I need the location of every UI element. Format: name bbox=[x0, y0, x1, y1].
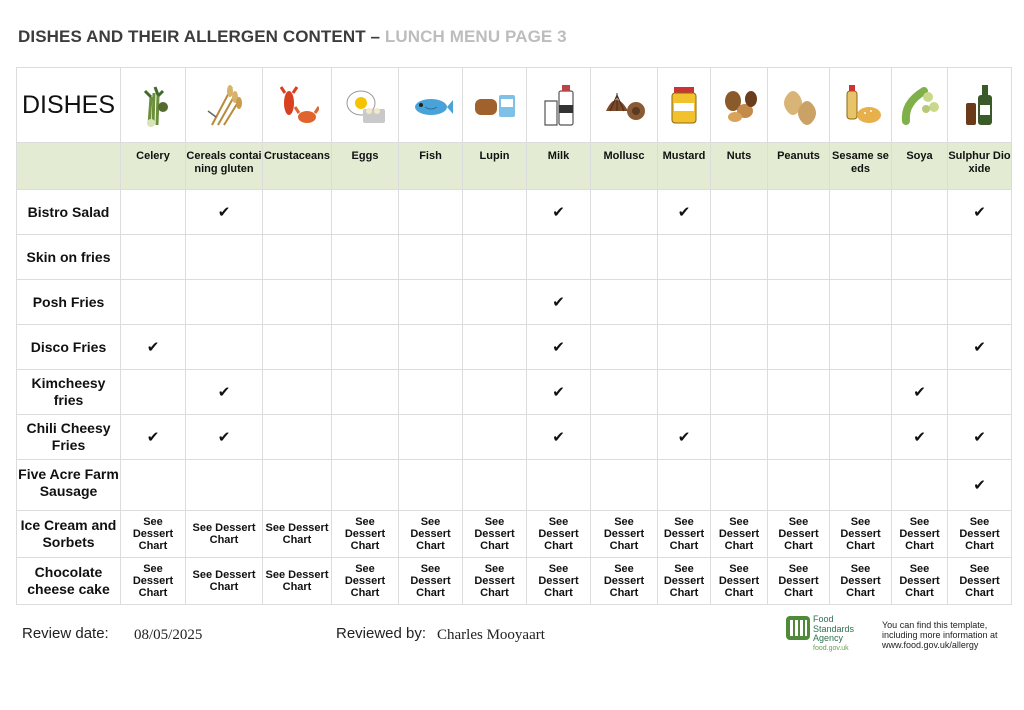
allergen-icon-cell bbox=[658, 68, 711, 143]
allergen-cell bbox=[892, 415, 948, 460]
table-row bbox=[17, 460, 1012, 511]
page-title bbox=[18, 27, 567, 47]
dish-name: Ice Cream and Sorbets bbox=[17, 511, 121, 558]
see-dessert-chart-note: See Dessert Chart bbox=[840, 516, 881, 552]
allergen-cell bbox=[399, 280, 463, 325]
see-dessert-chart-note: See Dessert Chart bbox=[663, 563, 705, 599]
allergen-cell bbox=[768, 460, 830, 511]
title-subtitle: LUNCH MENU PAGE 3 bbox=[384, 27, 567, 46]
allergen-cell bbox=[186, 370, 263, 415]
template-info-text: You can find this template, including more information at www.food.gov.uk/allergy bbox=[882, 620, 998, 650]
allergen-cell bbox=[830, 370, 892, 415]
allergen-cell bbox=[768, 511, 830, 558]
fsa-url: food.gov.uk bbox=[813, 644, 849, 652]
allergen-cell bbox=[332, 415, 399, 460]
see-dessert-chart-note: See Dessert Chart bbox=[718, 563, 760, 599]
check-mark-icon: ✔ bbox=[973, 428, 986, 446]
dish-name: Skin on fries bbox=[17, 235, 121, 280]
allergen-cell bbox=[263, 235, 332, 280]
check-mark-icon: ✔ bbox=[217, 203, 231, 221]
allergen-cell bbox=[186, 511, 263, 558]
allergen-icon-cell bbox=[263, 68, 332, 143]
allergen-header: Sulphur Dioxide bbox=[948, 143, 1012, 190]
allergen-header: Cereals containing gluten bbox=[186, 143, 263, 190]
see-dessert-chart-note: See Dessert Chart bbox=[718, 516, 760, 552]
allergen-cell bbox=[121, 190, 186, 235]
nuts-icon bbox=[717, 81, 761, 129]
fsa-logo-text bbox=[813, 615, 857, 653]
allergen-cell bbox=[948, 190, 1012, 235]
allergen-cell bbox=[399, 235, 463, 280]
allergen-cell bbox=[892, 460, 948, 511]
allergen-cell bbox=[186, 415, 263, 460]
see-dessert-chart-note: See Dessert Chart bbox=[603, 563, 645, 599]
see-dessert-chart-note: See Dessert Chart bbox=[192, 522, 256, 546]
allergen-cell bbox=[399, 460, 463, 511]
allergen-cell bbox=[591, 415, 658, 460]
allergen-cell bbox=[463, 235, 527, 280]
allergen-cell bbox=[768, 190, 830, 235]
check-mark-icon: ✔ bbox=[552, 383, 565, 401]
allergen-icon-cell bbox=[186, 68, 263, 143]
dishes-header: DISHES bbox=[17, 68, 121, 143]
allergen-header: Crustaceans bbox=[263, 143, 332, 190]
wine-bottle-icon bbox=[958, 81, 1002, 129]
allergen-header: Peanuts bbox=[768, 143, 830, 190]
allergen-cell bbox=[121, 325, 186, 370]
allergen-cell bbox=[527, 511, 591, 558]
allergen-cell bbox=[658, 460, 711, 511]
allergen-cell bbox=[186, 190, 263, 235]
see-dessert-chart-note: See Dessert Chart bbox=[899, 563, 940, 599]
allergen-cell bbox=[463, 370, 527, 415]
allergen-icon-cell bbox=[830, 68, 892, 143]
allergen-cell bbox=[658, 558, 711, 605]
allergen-cell bbox=[711, 235, 768, 280]
allergen-cell bbox=[399, 370, 463, 415]
check-mark-icon: ✔ bbox=[146, 428, 160, 446]
review-date-value: 08/05/2025 bbox=[134, 627, 203, 643]
allergen-cell bbox=[658, 415, 711, 460]
allergen-cell bbox=[892, 511, 948, 558]
allergen-cell bbox=[263, 558, 332, 605]
check-mark-icon: ✔ bbox=[913, 428, 926, 446]
allergen-cell bbox=[186, 460, 263, 511]
allergen-cell bbox=[399, 558, 463, 605]
allergen-cell bbox=[527, 460, 591, 511]
allergen-cell bbox=[711, 558, 768, 605]
allergen-cell bbox=[591, 460, 658, 511]
allergen-cell bbox=[591, 280, 658, 325]
see-dessert-chart-note: See Dessert Chart bbox=[778, 516, 819, 552]
allergen-cell bbox=[768, 325, 830, 370]
allergen-cell bbox=[186, 558, 263, 605]
allergen-cell bbox=[591, 370, 658, 415]
allergen-cell bbox=[658, 190, 711, 235]
allergen-cell bbox=[463, 558, 527, 605]
allergen-cell bbox=[830, 511, 892, 558]
allergen-header: Mollusc bbox=[591, 143, 658, 190]
check-mark-icon: ✔ bbox=[552, 338, 565, 356]
review-date-label: Review date: bbox=[22, 625, 109, 642]
allergen-icon-cell bbox=[121, 68, 186, 143]
see-dessert-chart-note: See Dessert Chart bbox=[265, 522, 329, 546]
allergen-cell bbox=[658, 511, 711, 558]
allergen-icon-cell bbox=[591, 68, 658, 143]
check-mark-icon: ✔ bbox=[677, 428, 691, 446]
allergen-cell bbox=[332, 280, 399, 325]
allergen-cell bbox=[463, 511, 527, 558]
lobster-crab-icon bbox=[275, 81, 319, 129]
allergen-cell bbox=[399, 190, 463, 235]
allergen-cell bbox=[768, 370, 830, 415]
allergen-icon-cell bbox=[527, 68, 591, 143]
check-mark-icon: ✔ bbox=[552, 203, 565, 221]
allergen-header: Mustard bbox=[658, 143, 711, 190]
allergen-icon-cell bbox=[399, 68, 463, 143]
blank-header-cell bbox=[17, 143, 121, 190]
see-dessert-chart-note: See Dessert Chart bbox=[132, 516, 174, 552]
allergen-cell bbox=[186, 325, 263, 370]
check-mark-icon: ✔ bbox=[217, 383, 231, 401]
allergen-header: Eggs bbox=[332, 143, 399, 190]
dish-name: Chocolate cheese cake bbox=[17, 558, 121, 605]
see-dessert-chart-note: See Dessert Chart bbox=[132, 563, 174, 599]
see-dessert-chart-note: See Dessert Chart bbox=[344, 516, 386, 552]
allergen-cell bbox=[830, 235, 892, 280]
title-main: DISHES AND THEIR ALLERGEN CONTENT – bbox=[18, 27, 385, 46]
allergen-cell bbox=[527, 325, 591, 370]
reviewed-by-label: Reviewed by: bbox=[336, 625, 427, 642]
allergen-cell bbox=[463, 415, 527, 460]
dish-name-text: Five Acre Farm Sausage bbox=[18, 466, 119, 499]
see-dessert-chart-note: See Dessert Chart bbox=[899, 516, 940, 552]
see-dessert-chart-note: See Dessert Chart bbox=[840, 563, 881, 599]
check-mark-icon: ✔ bbox=[973, 338, 986, 356]
see-dessert-chart-note: See Dessert Chart bbox=[344, 563, 386, 599]
allergen-cell bbox=[948, 325, 1012, 370]
allergen-icon-cell bbox=[768, 68, 830, 143]
allergen-cell bbox=[711, 190, 768, 235]
allergen-cell bbox=[658, 325, 711, 370]
allergen-cell bbox=[399, 511, 463, 558]
allergen-cell bbox=[830, 190, 892, 235]
dish-name: Chili Cheesy Fries bbox=[17, 415, 121, 460]
see-dessert-chart-note: See Dessert Chart bbox=[603, 516, 645, 552]
allergen-cell bbox=[892, 235, 948, 280]
allergen-cell bbox=[892, 280, 948, 325]
allergen-icon-cell bbox=[332, 68, 399, 143]
see-dessert-chart-note: See Dessert Chart bbox=[538, 563, 579, 599]
allergen-header: Celery bbox=[121, 143, 186, 190]
allergen-cell bbox=[463, 280, 527, 325]
mustard-jar-icon bbox=[662, 81, 706, 129]
allergen-header: Lupin bbox=[463, 143, 527, 190]
allergen-cell bbox=[892, 190, 948, 235]
allergen-cell bbox=[527, 280, 591, 325]
allergen-header: Soya bbox=[892, 143, 948, 190]
allergen-cell bbox=[263, 511, 332, 558]
allergen-cell bbox=[121, 558, 186, 605]
fish-icon bbox=[409, 81, 453, 129]
see-dessert-chart-note: See Dessert Chart bbox=[474, 516, 515, 552]
allergen-cell bbox=[711, 280, 768, 325]
allergen-cell bbox=[263, 370, 332, 415]
allergen-cell bbox=[263, 190, 332, 235]
shell-icon bbox=[602, 81, 646, 129]
allergen-cell bbox=[463, 325, 527, 370]
allergen-cell bbox=[658, 370, 711, 415]
allergen-cell bbox=[830, 460, 892, 511]
allergen-cell bbox=[332, 511, 399, 558]
dish-name: Posh Fries bbox=[17, 280, 121, 325]
allergen-icon-cell bbox=[892, 68, 948, 143]
wheat-icon bbox=[202, 81, 246, 129]
allergen-icon-cell bbox=[711, 68, 768, 143]
see-dessert-chart-note: See Dessert Chart bbox=[778, 563, 819, 599]
see-dessert-chart-note: See Dessert Chart bbox=[663, 516, 705, 552]
allergen-cell bbox=[121, 235, 186, 280]
allergen-cell bbox=[948, 460, 1012, 511]
check-mark-icon: ✔ bbox=[217, 428, 231, 446]
allergen-cell bbox=[527, 370, 591, 415]
allergen-cell bbox=[527, 235, 591, 280]
table-row bbox=[17, 370, 1012, 415]
allergen-cell bbox=[463, 190, 527, 235]
peanut-icon bbox=[777, 81, 821, 129]
celery-icon bbox=[131, 81, 175, 129]
allergen-cell bbox=[121, 415, 186, 460]
allergen-cell bbox=[768, 280, 830, 325]
allergen-cell bbox=[830, 558, 892, 605]
allergen-cell bbox=[591, 190, 658, 235]
see-dessert-chart-note: See Dessert Chart bbox=[474, 563, 515, 599]
allergen-cell bbox=[830, 415, 892, 460]
dish-name bbox=[17, 460, 121, 511]
see-dessert-chart-note: See Dessert Chart bbox=[410, 516, 451, 552]
fsa-name: Food Standards Agency bbox=[813, 614, 855, 643]
check-mark-icon: ✔ bbox=[552, 293, 565, 311]
egg-icon bbox=[343, 81, 387, 129]
allergen-cell bbox=[948, 558, 1012, 605]
allergen-cell bbox=[399, 415, 463, 460]
allergen-cell bbox=[768, 558, 830, 605]
sesame-icon bbox=[839, 81, 883, 129]
allergen-cell bbox=[263, 460, 332, 511]
allergen-cell bbox=[399, 325, 463, 370]
allergen-icon-cell bbox=[948, 68, 1012, 143]
allergen-cell bbox=[332, 235, 399, 280]
allergen-cell bbox=[768, 415, 830, 460]
allergen-cell bbox=[948, 370, 1012, 415]
allergen-cell bbox=[948, 280, 1012, 325]
allergen-header: Sesame seeds bbox=[830, 143, 892, 190]
allergen-cell bbox=[263, 415, 332, 460]
allergen-cell bbox=[768, 235, 830, 280]
dish-name: Disco Fries bbox=[17, 325, 121, 370]
allergen-cell bbox=[121, 511, 186, 558]
allergen-cell bbox=[711, 370, 768, 415]
see-dessert-chart-note: See Dessert Chart bbox=[959, 563, 1000, 599]
reviewed-by-value: Charles Mooyaart bbox=[437, 627, 545, 643]
allergen-cell bbox=[830, 325, 892, 370]
table-row bbox=[17, 558, 1012, 605]
allergen-cell bbox=[527, 415, 591, 460]
table-row bbox=[17, 235, 1012, 280]
allergen-cell bbox=[591, 511, 658, 558]
allergen-cell bbox=[948, 235, 1012, 280]
check-mark-icon: ✔ bbox=[146, 338, 160, 356]
allergen-cell bbox=[711, 460, 768, 511]
allergen-cell bbox=[948, 415, 1012, 460]
allergen-cell bbox=[263, 280, 332, 325]
allergen-cell bbox=[463, 460, 527, 511]
allergen-icon-cell bbox=[463, 68, 527, 143]
allergen-cell bbox=[892, 558, 948, 605]
allergen-cell bbox=[186, 235, 263, 280]
allergen-cell bbox=[711, 325, 768, 370]
dish-name: Kimcheesy fries bbox=[17, 370, 121, 415]
see-dessert-chart-note: See Dessert Chart bbox=[538, 516, 579, 552]
allergen-cell bbox=[711, 511, 768, 558]
table-row bbox=[17, 280, 1012, 325]
check-mark-icon: ✔ bbox=[677, 203, 691, 221]
see-dessert-chart-note: See Dessert Chart bbox=[265, 569, 329, 593]
allergen-cell bbox=[186, 280, 263, 325]
allergen-cell bbox=[121, 370, 186, 415]
allergen-cell bbox=[121, 280, 186, 325]
table-row bbox=[17, 511, 1012, 558]
allergen-cell bbox=[591, 558, 658, 605]
allergen-cell bbox=[332, 370, 399, 415]
soya-icon bbox=[898, 81, 942, 129]
allergen-header: Milk bbox=[527, 143, 591, 190]
allergen-header: Fish bbox=[399, 143, 463, 190]
see-dessert-chart-note: See Dessert Chart bbox=[959, 516, 1000, 552]
allergen-cell bbox=[948, 511, 1012, 558]
allergen-cell bbox=[892, 370, 948, 415]
allergen-cell bbox=[263, 325, 332, 370]
lupin-bread-icon bbox=[473, 81, 517, 129]
allergen-cell bbox=[527, 190, 591, 235]
allergen-cell bbox=[332, 190, 399, 235]
table-row bbox=[17, 190, 1012, 235]
allergen-cell bbox=[121, 460, 186, 511]
allergen-cell bbox=[658, 235, 711, 280]
table-row bbox=[17, 415, 1012, 460]
dish-name: Bistro Salad bbox=[17, 190, 121, 235]
check-mark-icon: ✔ bbox=[552, 428, 565, 446]
allergen-cell bbox=[830, 280, 892, 325]
allergen-cell bbox=[892, 325, 948, 370]
check-mark-icon: ✔ bbox=[973, 203, 986, 221]
allergen-cell bbox=[332, 558, 399, 605]
allergen-header: Nuts bbox=[711, 143, 768, 190]
allergen-cell bbox=[591, 325, 658, 370]
see-dessert-chart-note: See Dessert Chart bbox=[410, 563, 451, 599]
allergen-cell bbox=[332, 325, 399, 370]
allergen-cell bbox=[658, 280, 711, 325]
table-row bbox=[17, 325, 1012, 370]
allergen-cell bbox=[711, 415, 768, 460]
allergen-cell bbox=[591, 235, 658, 280]
check-mark-icon: ✔ bbox=[913, 383, 926, 401]
allergen-cell bbox=[527, 558, 591, 605]
allergen-table bbox=[16, 67, 1012, 605]
check-mark-icon: ✔ bbox=[973, 476, 986, 494]
see-dessert-chart-note: See Dessert Chart bbox=[192, 569, 256, 593]
allergen-cell bbox=[332, 460, 399, 511]
milk-bottle-icon bbox=[537, 81, 581, 129]
